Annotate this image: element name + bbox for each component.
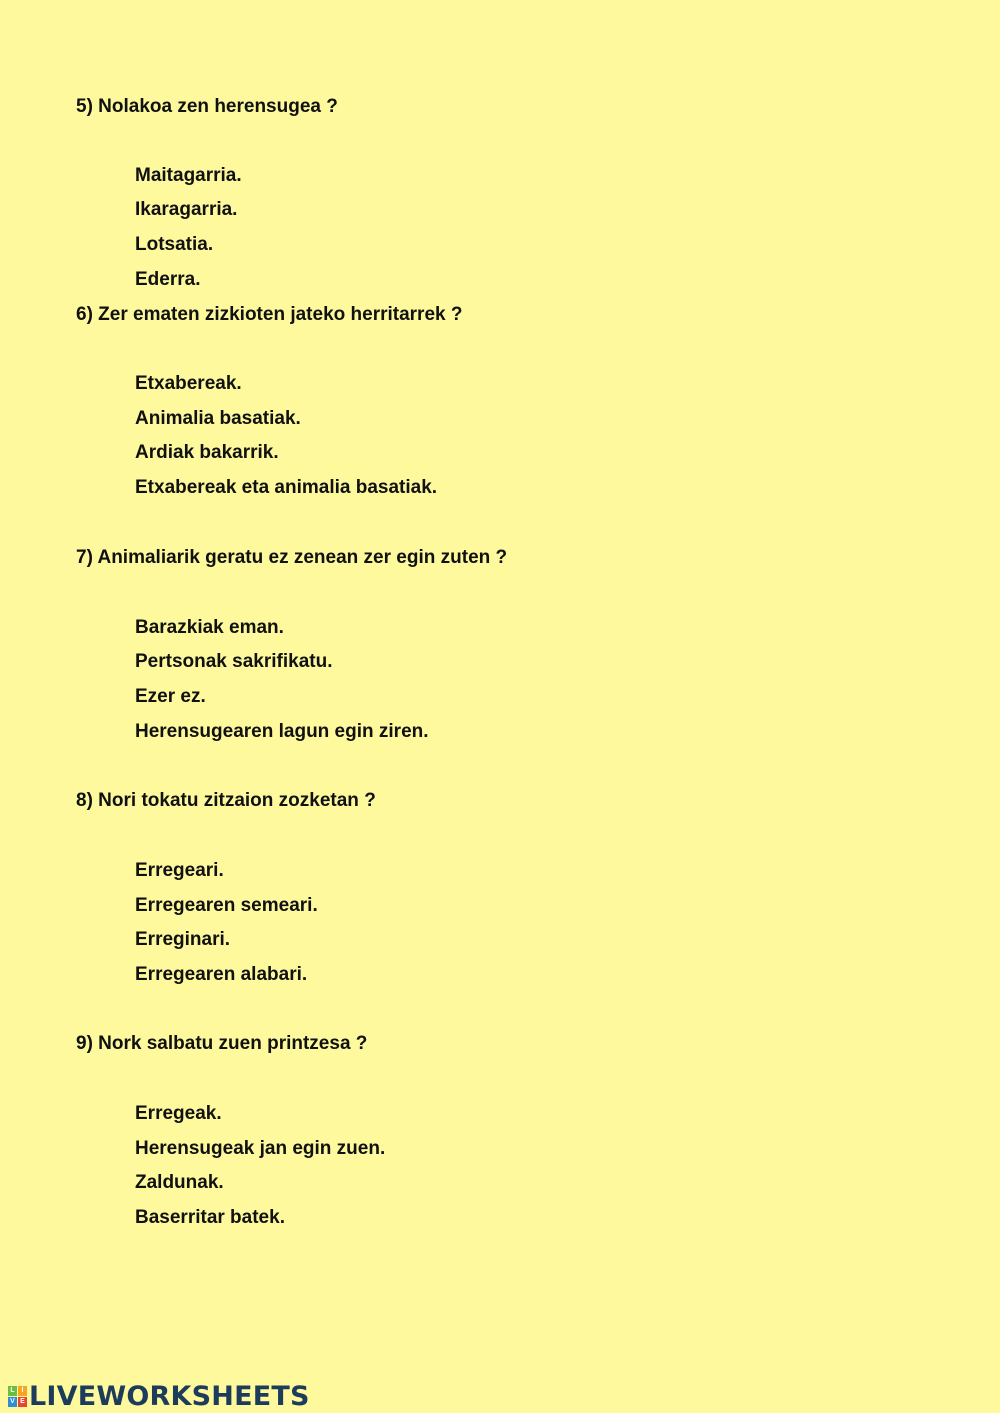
option-8a[interactable]: Erregeari.: [135, 860, 224, 881]
option-5b[interactable]: Ikaragarria.: [135, 199, 238, 220]
option-8d[interactable]: Erregearen alabari.: [135, 964, 308, 985]
option-6d[interactable]: Etxabereak eta animalia basatiak.: [135, 477, 438, 498]
question-5: 5) Nolakoa zen herensugea ?: [76, 96, 338, 117]
option-5a[interactable]: Maitagarria.: [135, 165, 242, 186]
logo-text: LIVEWORKSHEETS: [29, 1381, 310, 1412]
liveworksheets-logo: [8, 1381, 310, 1412]
question-7: 7) Animaliarik geratu ez zenean zer egin zuten ?: [76, 547, 508, 568]
option-6a[interactable]: Etxabereak.: [135, 373, 242, 394]
option-5d[interactable]: Ederra.: [135, 269, 201, 290]
logo-block: V: [8, 1397, 17, 1407]
option-9c[interactable]: Zaldunak.: [135, 1172, 224, 1193]
question-6: 6) Zer ematen zizkioten jateko herritarrek ?: [76, 304, 463, 325]
option-7b[interactable]: Pertsonak sakrifikatu.: [135, 651, 333, 672]
logo-block: L: [8, 1386, 17, 1396]
option-6b[interactable]: Animalia basatiak.: [135, 408, 301, 429]
logo-block: E: [18, 1397, 27, 1407]
option-5c[interactable]: Lotsatia.: [135, 234, 214, 255]
option-7c[interactable]: Ezer ez.: [135, 686, 206, 707]
option-7d[interactable]: Herensugearen lagun egin ziren.: [135, 721, 429, 742]
question-9: 9) Nork salbatu zuen printzesa ?: [76, 1033, 368, 1054]
option-9d[interactable]: Baserritar batek.: [135, 1207, 285, 1228]
option-8b[interactable]: Erregearen semeari.: [135, 895, 318, 916]
option-9a[interactable]: Erregeak.: [135, 1103, 222, 1124]
option-8c[interactable]: Erreginari.: [135, 929, 231, 950]
logo-blocks-icon: [8, 1386, 27, 1407]
option-6c[interactable]: Ardiak bakarrik.: [135, 442, 279, 463]
question-8: 8) Nori tokatu zitzaion zozketan ?: [76, 790, 376, 811]
option-9b[interactable]: Herensugeak jan egin zuen.: [135, 1138, 386, 1159]
logo-block: I: [18, 1386, 27, 1396]
option-7a[interactable]: Barazkiak eman.: [135, 617, 284, 638]
